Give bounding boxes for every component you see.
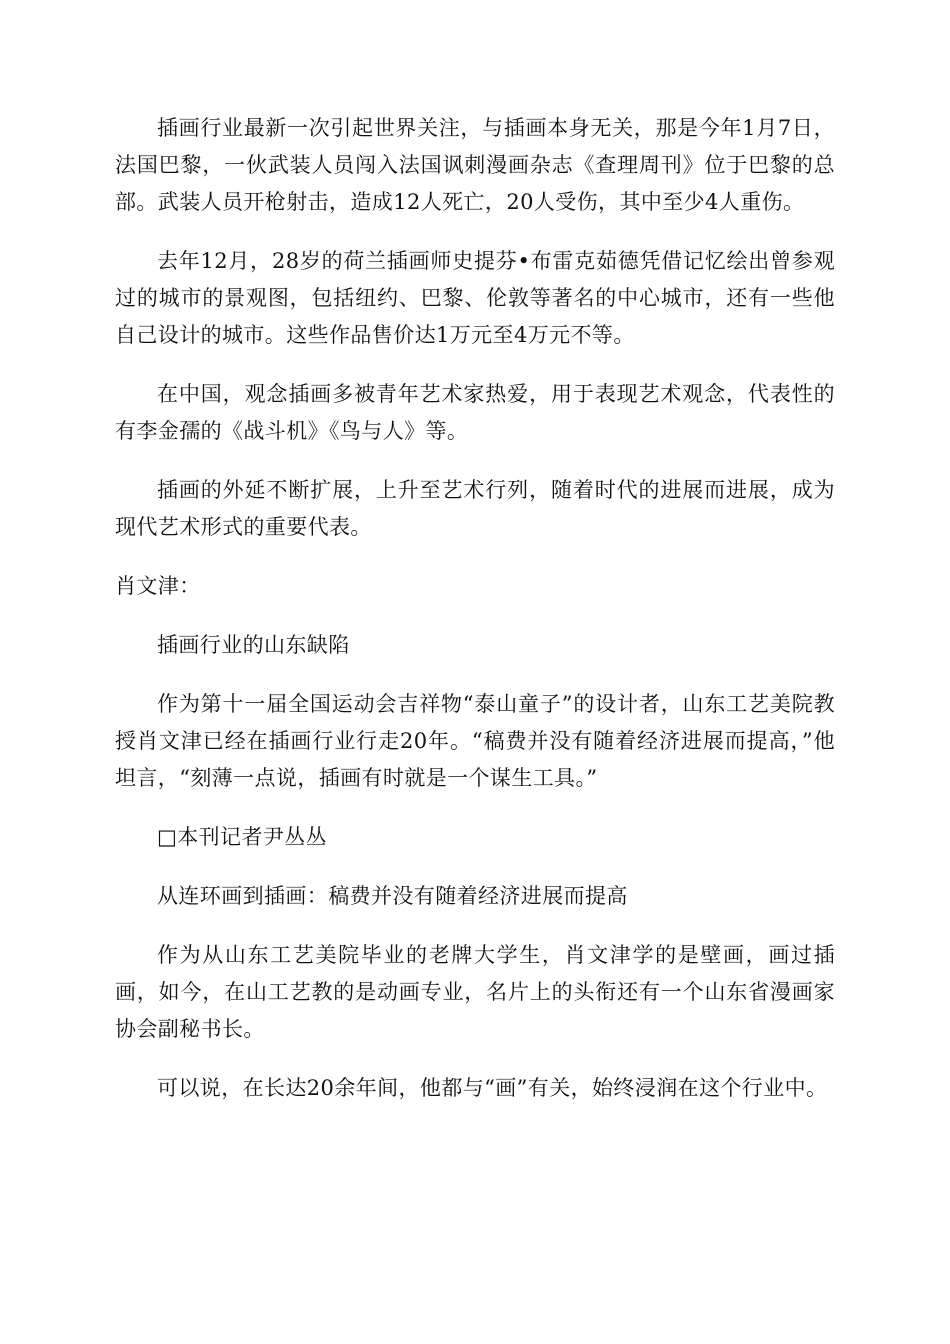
article-body — [115, 110, 835, 1129]
paragraph-dutch-illustrator: 去年12月，28岁的荷兰插画师史提芬•布雷克茹德凭借记忆绘出曾参观过的城市的景观图，包括纽约、巴黎、伦敦等著名的中心城市，还有一些他自己设计的城市。这些作品售价达1万元至4万元不等。 — [115, 249, 835, 347]
section-title: 插画行业的山东缺陷 — [157, 633, 350, 657]
paragraph-china-concept: 在中国，观念插画多被青年艺术家热爱，用于表现艺术观念，代表性的有李金孺的《战斗机》《鸟与人》等。 — [115, 382, 835, 443]
paragraph-twenty-years: 可以说，在长达20余年间，他都与“画”有关，始终浸润在这个行业中。 — [157, 1076, 828, 1100]
paragraph-modern-art: 插画的外延不断扩展，上升至艺术行列，随着时代的进展而进展，成为现代艺术形式的重要代表。 — [115, 478, 835, 539]
reporter-byline: □本刊记者尹丛丛 — [157, 825, 328, 849]
section-speaker-name: 肖文津： — [115, 574, 201, 598]
subsection-heading: 从连环画到插画：稿费并没有随着经济进展而提高 — [157, 884, 628, 908]
paragraph-graduate: 作为从山东工艺美院毕业的老牌大学生，肖文津学的是壁画，画过插画，如今，在山工艺教的是动画专业，名片上的头衔还有一个山东省漫画家协会副秘书长。 — [115, 943, 835, 1041]
paragraph-charlie-hebdo: 插画行业最新一次引起世界关注，与插画本身无关，那是今年1月7日，法国巴黎，一伙武装人员闯入法国讽刺漫画杂志《查理周刊》位于巴黎的总部。武装人员开枪射击，造成12人死亡，20人受伤，其中至少4人重伤。 — [115, 116, 835, 214]
paragraph-mascot-designer: 作为第十一届全国运动会吉祥物“泰山童子”的设计者，山东工艺美院教授肖文津已经在插画行业行走20年。“稿费并没有随着经济进展而提高，”他坦言，“刻薄一点说，插画有时就是一个谋生工具。” — [115, 692, 835, 790]
